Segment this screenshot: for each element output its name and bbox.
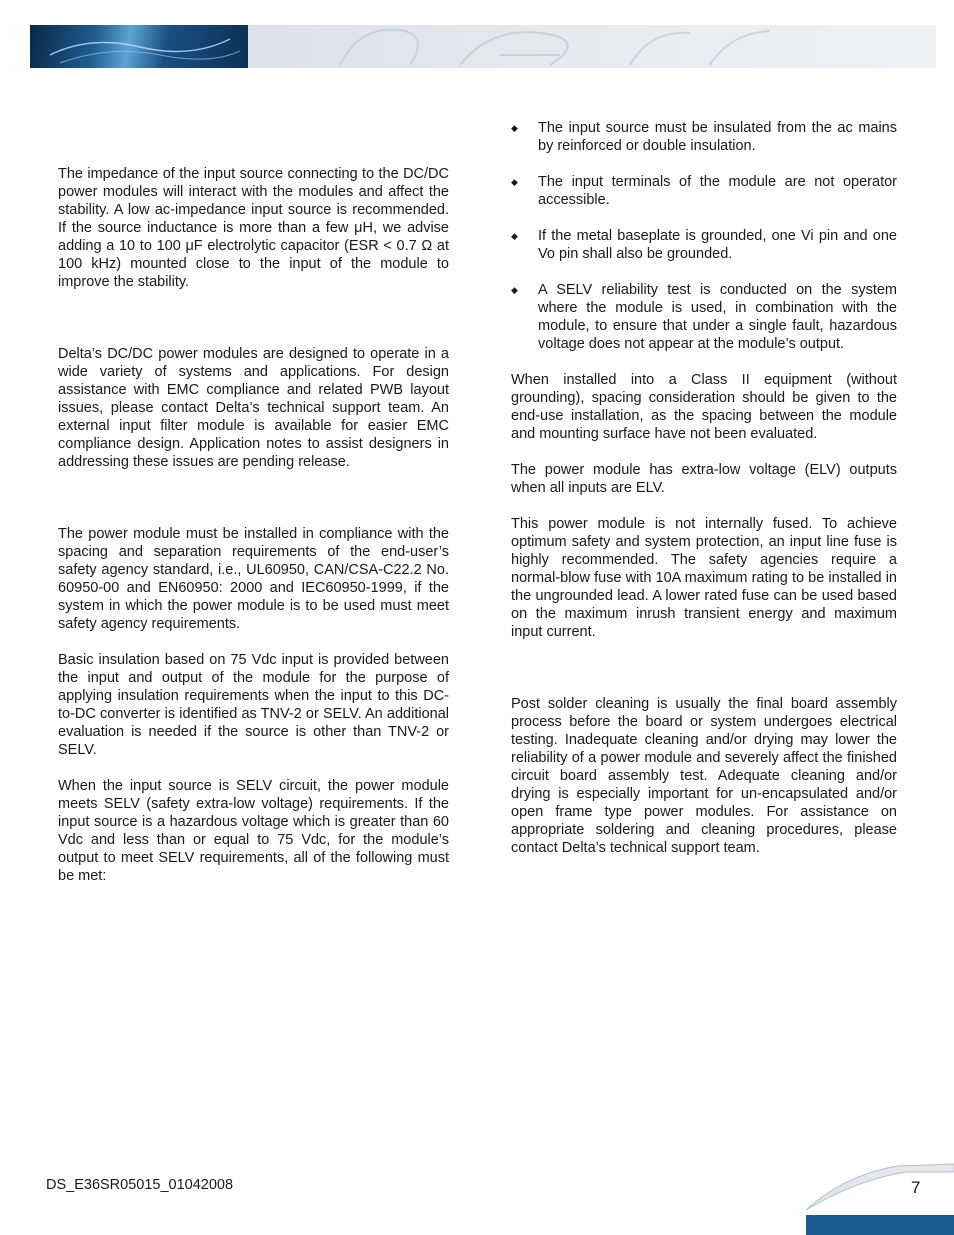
cleaning-paragraph: Post solder cleaning is usually the final board assembly process before the board or system undergoes electrical testing. Inadequate cleaning and/or drying may lower the reliability of a power module and severely affect the finished circuit board assembly test. Adequate cleaning and/or drying is especially important for un-encapsulated and/or open frame type power modules. For assistance on appropriate soldering and cleaning procedures, please contact Delta’s technical support team. (511, 696, 897, 856)
document-id: DS_E36SR05015_01042008 (46, 1177, 234, 1193)
emc-paragraph: Delta’s DC/DC power modules are designed to operate in a wide variety of systems and applications. For design assistance with EMC compliance and related PWB layout issues, please contact Delta’s technical support team. An external input filter module is available for easier EMC compliance design. Application notes to assist designers in addressing these issues are pending release. (58, 346, 449, 470)
selv-requirement-item (511, 227, 897, 263)
class2-paragraph: When installed into a Class II equipment (without grounding), spacing consideration should be given to the end-use installation, as the spacing between the module and mounting surface have not been evaluated. (511, 372, 897, 442)
safety-paragraph-2: Basic insulation based on 75 Vdc input is provided between the input and output of the module for the purpose of applying insulation requirements when the input to this DC-to-DC converter is identified as TNV-2 or SELV. An additional evaluation is needed if the source is other than TNV-2 or SELV. (58, 652, 449, 758)
input-source-paragraph: The impedance of the input source connecting to the DC/DC power modules will interact with the modules and affect the stability. A low ac-impedance input source is recommended. If the source inductance is more than a few μH, we advise adding a 10 to 100 μF electrolytic capacitor (ESR < 0.7 Ω at 100 kHz) mounted close to the input of the module to improve the stability. (58, 166, 449, 290)
selv-requirement-item (511, 281, 897, 353)
fuse-paragraph: This power module is not internally fused. To achieve optimum safety and system protection, an input line fuse is highly recommended. The safety agencies require a normal-blow fuse with 10A maximum rating to be installed in the ungrounded lead. A lower rated fuse can be used based on the maximum inrush transient energy and maximum input current. (511, 516, 897, 640)
bullet-diamond-icon: ◆ (511, 123, 518, 133)
safety-paragraph-3: When the input source is SELV circuit, the power module meets SELV (safety extra-low voltage) requirements. If the input source is a hazardous voltage which is greater than 60 Vdc and less than or equal to 75 Vdc, for the module’s output to meet SELV requirements, all of the following must be met: (58, 778, 449, 884)
bullet-diamond-icon: ◆ (511, 231, 518, 241)
page-number: 7 (911, 1178, 921, 1197)
left-column (58, 165, 449, 885)
elv-paragraph: The power module has extra-low voltage (ELV) outputs when all inputs are ELV. (511, 462, 897, 496)
header-banner (30, 25, 936, 68)
selv-requirement-item (511, 119, 897, 155)
bullet-text: The input source must be insulated from the ac mains by reinforced or double insulation. (538, 120, 897, 154)
banner-decoration (30, 25, 936, 68)
bullet-diamond-icon: ◆ (511, 285, 518, 295)
bullet-text: A SELV reliability test is conducted on the system where the module is used, in combination with the module, to ensure that under a single fault, hazardous voltage does not appear at the module’s output. (538, 282, 897, 352)
bullet-diamond-icon: ◆ (511, 177, 518, 187)
selv-requirement-item (511, 173, 897, 209)
right-column (511, 119, 897, 857)
bullet-text: The input terminals of the module are not operator accessible. (538, 174, 897, 208)
corner-decoration (806, 1162, 954, 1235)
safety-paragraph-1: The power module must be installed in compliance with the spacing and separation requirements of the end-user’s safety agency standard, i.e., UL60950, CAN/CSA-C22.2 No. 60950-00 and EN60950: 2000 and IEC60950-1999, if the system in which the power module is to be used must meet safety agency requirements. (58, 526, 449, 632)
bullet-text: If the metal baseplate is grounded, one Vi pin and one Vo pin shall also be grounded. (538, 228, 897, 262)
